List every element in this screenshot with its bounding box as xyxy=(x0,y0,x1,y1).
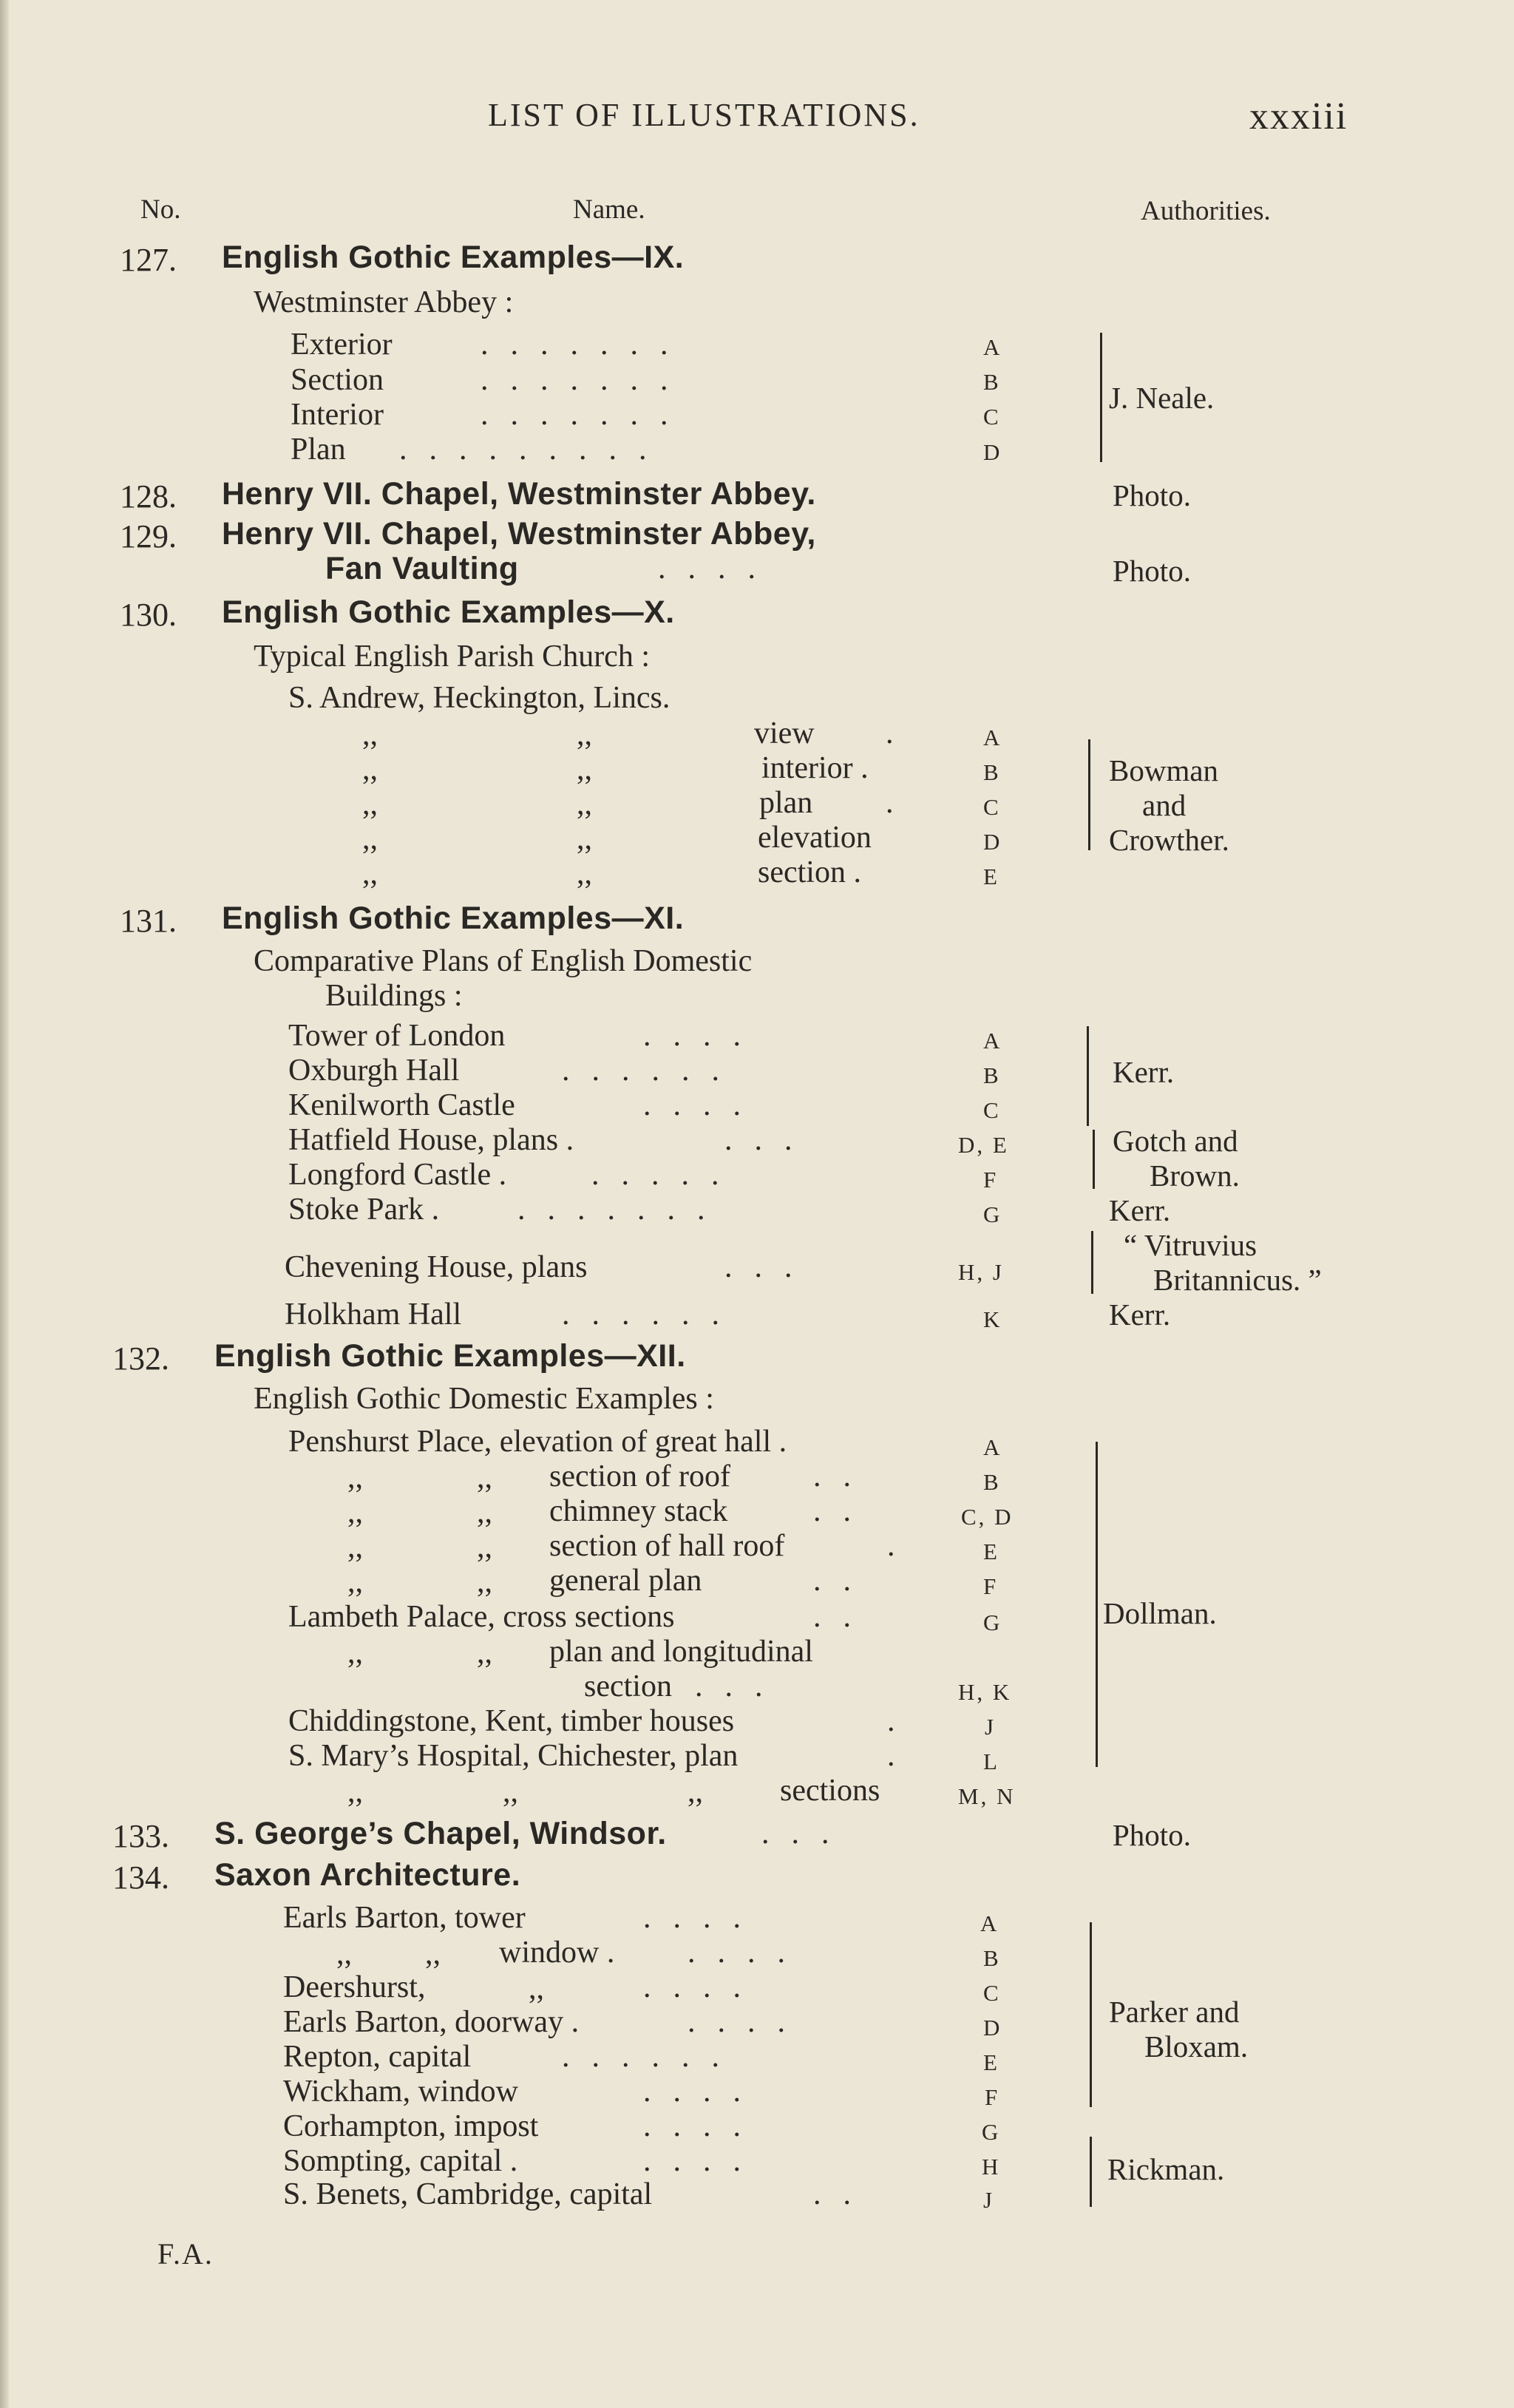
entry-authority: Kerr. xyxy=(1109,1193,1171,1227)
ditto-mark: ,, xyxy=(477,1636,492,1670)
item-name: section of roof xyxy=(549,1459,730,1493)
item-letter: G xyxy=(983,1610,1002,1635)
ditto-mark: ,, xyxy=(577,718,592,752)
entry-title: Saxon Architecture. xyxy=(214,1857,521,1893)
ditto-mark: ,, xyxy=(347,1775,363,1809)
item-name: Deershurst, xyxy=(283,1970,426,2004)
entry-authority: Kerr. xyxy=(1113,1055,1175,1089)
leader-dots: .... xyxy=(658,552,778,586)
ditto-mark: ,, xyxy=(477,1461,492,1495)
entry-authority: J. Neale. xyxy=(1109,381,1215,415)
ditto-mark: ,, xyxy=(362,718,378,752)
entry-authority: Photo. xyxy=(1113,554,1191,588)
entry-title: English Gothic Examples—XI. xyxy=(222,901,685,936)
entry-subtitle: Comparative Plans of English Domestic xyxy=(254,944,753,978)
entry-title: English Gothic Examples—IX. xyxy=(222,240,685,275)
entry-subtitle: Typical English Parish Church : xyxy=(254,640,650,674)
page-header-title: LIST OF ILLUSTRATIONS. xyxy=(488,97,920,133)
ditto-mark: ,, xyxy=(347,1530,363,1564)
leader-dots: ....... xyxy=(481,398,690,432)
entry-number: 127. xyxy=(120,242,177,278)
entry-authority: Bloxam. xyxy=(1144,2029,1249,2063)
item-name: general plan xyxy=(549,1564,702,1598)
brace xyxy=(1090,1922,1092,2107)
item-letter: H xyxy=(982,2154,1001,2180)
entry-title: Henry VII. Chapel, Westminster Abbey. xyxy=(222,476,816,512)
item-letter: H, J xyxy=(958,1259,1004,1285)
item-letter: K xyxy=(983,1306,1002,1332)
entry-authority: Bowman xyxy=(1109,753,1219,787)
item-name: window . xyxy=(499,1936,615,1970)
entry-authority: Brown. xyxy=(1150,1159,1240,1193)
entry-number: 128. xyxy=(120,478,177,515)
entry-subtitle: Westminster Abbey : xyxy=(254,285,514,319)
item-letter: B xyxy=(983,759,1001,785)
item-letter: D xyxy=(983,439,1002,465)
item-name: section of hall roof xyxy=(549,1529,785,1563)
item-name: S. Benets, Cambridge, capital xyxy=(283,2177,653,2211)
brace xyxy=(1096,1442,1098,1767)
ditto-mark: ,, xyxy=(362,857,378,891)
leader-dots: .... xyxy=(643,1901,763,1935)
entry-authority: Parker and xyxy=(1109,1995,1240,2029)
brace xyxy=(1088,739,1090,850)
leader-dots: .... xyxy=(688,1936,807,1970)
entry-title: English Gothic Examples—XII. xyxy=(214,1338,686,1374)
entry-title: Henry VII. Chapel, Westminster Abbey, xyxy=(222,516,816,552)
entry-subtitle: Buildings : xyxy=(325,979,463,1013)
entry-number: 130. xyxy=(120,597,177,633)
item-name: Penshurst Place, elevation of great hall . xyxy=(288,1425,787,1459)
entry-number: 134. xyxy=(112,1859,169,1896)
item-letter: A xyxy=(983,334,1002,360)
item-name: Stoke Park . xyxy=(288,1193,440,1227)
item-letter: B xyxy=(983,369,1001,395)
item-letter: F xyxy=(983,1573,999,1599)
entry-number: 132. xyxy=(112,1340,169,1377)
brace xyxy=(1090,2137,1092,2207)
item-letter: E xyxy=(983,864,999,889)
item-name: S. Mary’s Hospital, Chichester, plan xyxy=(288,1739,739,1773)
item-name: view xyxy=(754,716,815,750)
item-letter: F xyxy=(985,2084,1000,2110)
leader-dots: .... xyxy=(643,1970,763,2004)
ditto-mark: ,, xyxy=(529,1972,544,2006)
entry-number: 131. xyxy=(120,903,177,939)
entry-authority: Crowther. xyxy=(1109,823,1229,857)
item-name: Lambeth Palace, cross sections xyxy=(288,1600,675,1634)
item-letter: H, K xyxy=(958,1679,1012,1705)
item-letter: C xyxy=(983,1980,1001,2006)
ditto-mark: ,, xyxy=(362,787,378,821)
entry-title: S. George’s Chapel, Windsor. xyxy=(214,1816,667,1851)
ditto-mark: ,, xyxy=(347,1496,363,1530)
leader-dots: ....... xyxy=(517,1193,727,1227)
item-name: Exterior xyxy=(291,328,393,362)
leader-dots: .... xyxy=(643,2109,763,2143)
leader-dots: .. xyxy=(813,1459,873,1493)
leader-dots: ....... xyxy=(481,328,690,362)
item-name: Wickham, window xyxy=(283,2075,518,2109)
item-name: Interior xyxy=(291,398,384,432)
entry-authority: Kerr. xyxy=(1109,1298,1171,1332)
item-letter: C xyxy=(983,794,1001,820)
item-letter: J xyxy=(985,1714,997,1740)
entry-authority: Photo. xyxy=(1113,1818,1191,1852)
entry-authority: Photo. xyxy=(1113,478,1191,512)
ditto-mark: ,, xyxy=(577,857,592,891)
leader-dot: . xyxy=(887,1704,895,1738)
leader-dots: .. xyxy=(813,1600,873,1634)
leader-dots: .... xyxy=(643,2075,763,2109)
leader-dot: . xyxy=(887,1529,895,1563)
ditto-mark: ,, xyxy=(477,1565,492,1599)
item-letter: M, N xyxy=(958,1783,1016,1809)
item-name: Oxburgh Hall xyxy=(288,1054,460,1088)
entry-subtitle: S. Andrew, Heckington, Lincs. xyxy=(288,681,671,715)
entry-authority: Dollman. xyxy=(1103,1596,1217,1630)
leader-dots: ...... xyxy=(562,2040,741,2074)
item-name-continued: section xyxy=(584,1669,672,1703)
item-name: Chiddingstone, Kent, timber houses xyxy=(288,1704,735,1738)
brace xyxy=(1093,1130,1095,1189)
ditto-mark: ,, xyxy=(347,1461,363,1495)
item-letter: C xyxy=(983,404,1001,430)
leader-dots: .... xyxy=(688,2005,807,2039)
entry-authority: Rickman. xyxy=(1107,2152,1225,2186)
item-letter: B xyxy=(983,1469,1001,1495)
entry-number: 129. xyxy=(120,518,177,554)
ditto-mark: ,, xyxy=(577,787,592,821)
item-name: Repton, capital xyxy=(283,2040,472,2074)
item-name: Chevening House, plans xyxy=(285,1250,588,1284)
item-name: plan and longitudinal xyxy=(549,1635,813,1669)
item-name: Section xyxy=(291,363,384,397)
item-letter: A xyxy=(983,1028,1002,1054)
item-letter: G xyxy=(982,2119,1001,2145)
item-name: interior . xyxy=(761,751,869,785)
item-letter: C xyxy=(983,1097,1001,1123)
item-name: section . xyxy=(758,855,861,889)
page-binding-edge xyxy=(0,0,9,2408)
ditto-mark: ,, xyxy=(477,1530,492,1564)
item-name: Plan xyxy=(291,433,346,467)
entry-authority: Gotch and xyxy=(1113,1124,1238,1158)
ditto-mark: ,, xyxy=(477,1496,492,1530)
item-letter: E xyxy=(983,2049,999,2075)
ditto-mark: ,, xyxy=(336,1937,352,1971)
leader-dots: .... xyxy=(643,1088,763,1122)
item-name: plan xyxy=(759,786,813,820)
leader-dots: ...... xyxy=(562,1298,741,1332)
column-head-name: Name. xyxy=(573,194,645,225)
leader-dots: .. xyxy=(813,1494,873,1528)
leader-dots: ... xyxy=(761,1817,852,1851)
leader-dots: .. xyxy=(813,1564,873,1598)
leader-dots: ...... xyxy=(562,1054,741,1088)
item-letter: L xyxy=(983,1749,999,1774)
item-name: Hatfield House, plans . xyxy=(288,1123,574,1157)
leader-dots: ... xyxy=(724,1250,815,1284)
item-letter: B xyxy=(983,1945,1001,1971)
leader-dot: . xyxy=(887,1739,895,1773)
item-letter: A xyxy=(983,1434,1002,1460)
entry-title: English Gothic Examples—X. xyxy=(222,594,675,630)
entry-subtitle: English Gothic Domestic Examples : xyxy=(254,1382,714,1416)
column-head-authorities: Authorities. xyxy=(1141,196,1271,226)
ditto-mark: ,, xyxy=(688,1775,703,1809)
ditto-mark: ,, xyxy=(347,1565,363,1599)
item-letter: E xyxy=(983,1539,999,1564)
leader-dot: . xyxy=(886,786,894,820)
item-name: Longford Castle . xyxy=(288,1158,507,1192)
leader-dots: ....... xyxy=(481,363,690,397)
item-letter: B xyxy=(983,1062,1001,1088)
leader-dots: .... xyxy=(643,1019,763,1053)
leader-dot: . xyxy=(886,716,894,750)
page-number: xxxiii xyxy=(1249,95,1348,138)
entry-authority: Britannicus. ” xyxy=(1153,1263,1322,1297)
item-letter: G xyxy=(983,1201,1002,1227)
item-letter: C, D xyxy=(961,1504,1014,1530)
item-letter: D, E xyxy=(958,1132,1009,1158)
item-name: Holkham Hall xyxy=(285,1298,462,1332)
entry-title-continued: Fan Vaulting xyxy=(325,551,519,586)
item-name: Earls Barton, doorway . xyxy=(283,2005,580,2039)
item-letter: A xyxy=(983,725,1002,750)
ditto-mark: ,, xyxy=(577,753,592,787)
brace xyxy=(1091,1231,1093,1294)
leader-dots: ......... xyxy=(399,433,669,467)
entry-number: 133. xyxy=(112,1818,169,1854)
item-name: elevation xyxy=(758,821,872,855)
ditto-mark: ,, xyxy=(362,822,378,856)
leader-dots: ... xyxy=(724,1123,815,1157)
item-letter: F xyxy=(983,1167,999,1193)
item-name: Earls Barton, tower xyxy=(283,1901,526,1935)
ditto-mark: ,, xyxy=(577,822,592,856)
entry-authority: and xyxy=(1142,788,1187,822)
item-letter: J xyxy=(983,2187,995,2213)
entry-authority: “ Vitruvius xyxy=(1124,1228,1257,1262)
leader-dots: ... xyxy=(695,1669,785,1703)
item-letter: D xyxy=(983,2015,1002,2041)
ditto-mark: ,, xyxy=(347,1636,363,1670)
item-name: chimney stack xyxy=(549,1494,728,1528)
leader-dots: .. xyxy=(813,2177,873,2211)
leader-dots: .... xyxy=(643,2144,763,2178)
item-letter: D xyxy=(983,829,1002,855)
item-name: Corhampton, impost xyxy=(283,2109,539,2143)
signature-mark: F.A. xyxy=(157,2237,214,2270)
column-head-no: No. xyxy=(140,194,181,225)
item-name: Sompting, capital . xyxy=(283,2144,518,2178)
brace xyxy=(1087,1026,1089,1126)
item-name: sections xyxy=(780,1774,880,1808)
item-name: Kenilworth Castle xyxy=(288,1088,515,1122)
ditto-mark: ,, xyxy=(362,753,378,787)
brace xyxy=(1100,333,1102,462)
ditto-mark: ,, xyxy=(503,1775,518,1809)
ditto-mark: ,, xyxy=(425,1937,441,1971)
item-name: Tower of London xyxy=(288,1019,506,1053)
leader-dots: ..... xyxy=(591,1158,741,1192)
item-letter: A xyxy=(980,1910,999,1936)
